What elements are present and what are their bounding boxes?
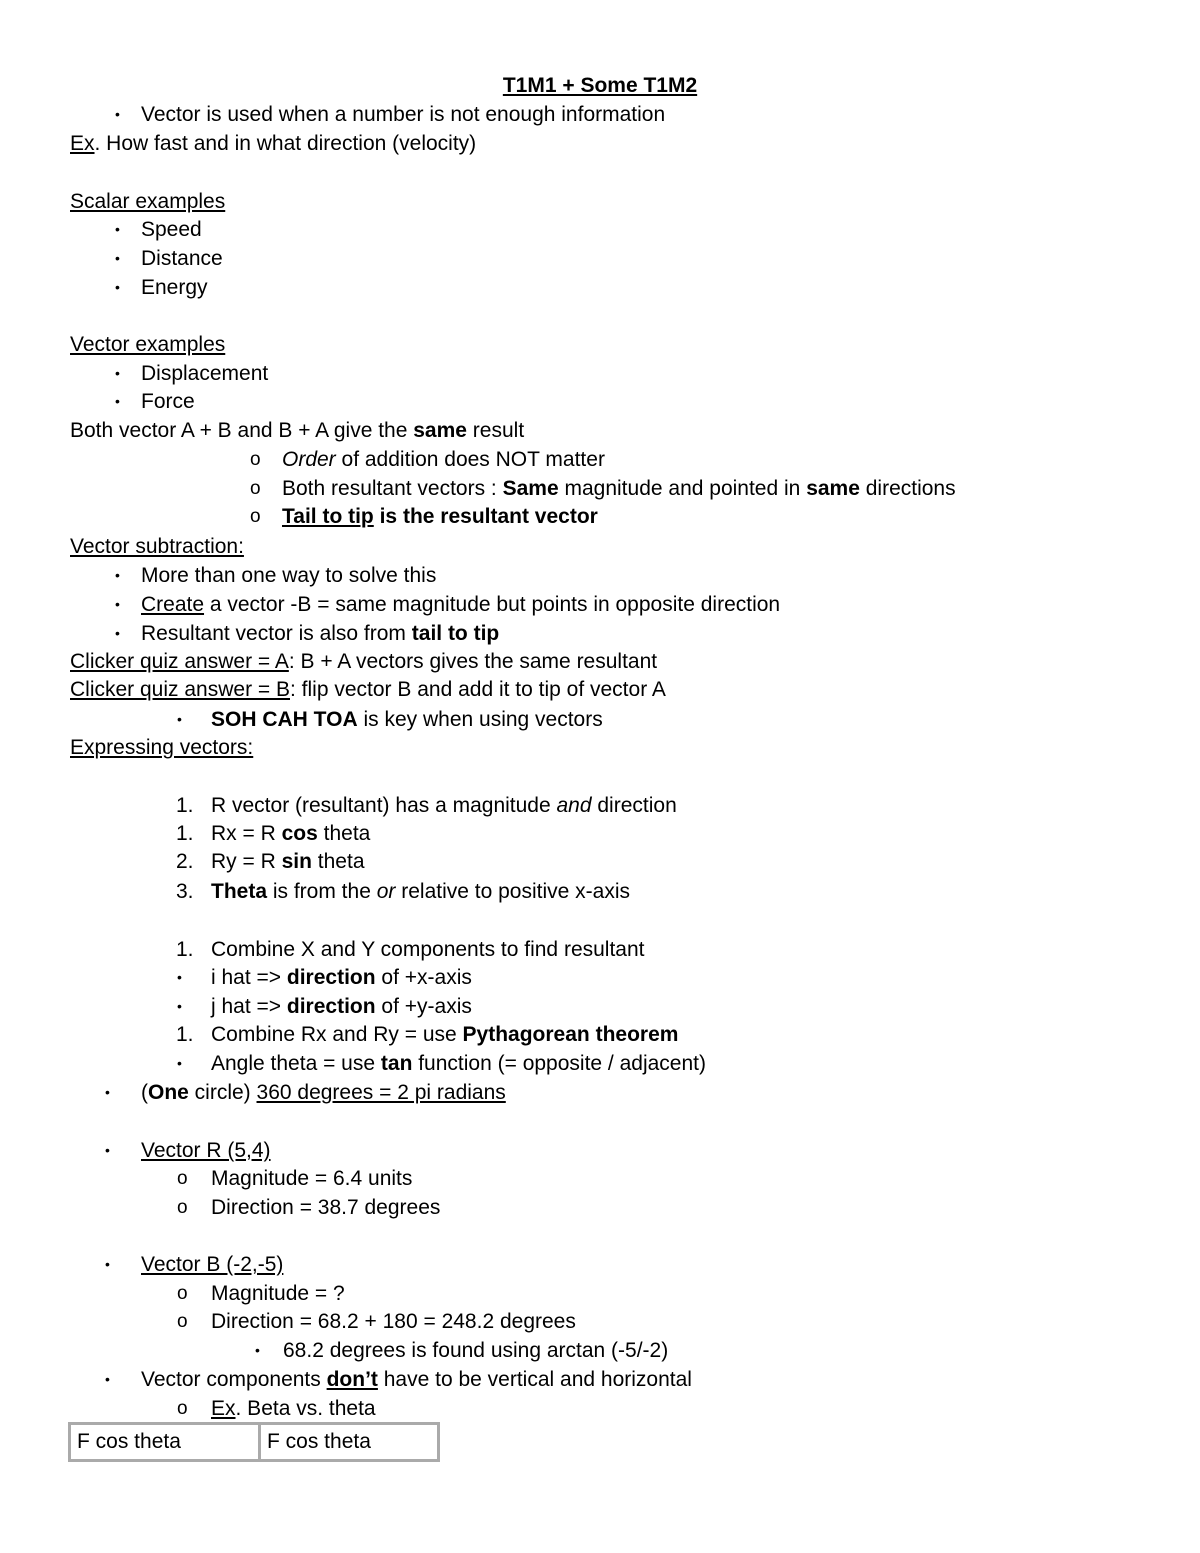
sub-list-item: o Tail to tip is the resultant vector	[250, 505, 598, 528]
list-item: • Speed	[115, 218, 202, 241]
list-item: • Force	[115, 390, 195, 413]
numbered-item: 1. Combine Rx and Ry = use Pythagorean theorem	[176, 1023, 679, 1046]
list-item: • Vector components don’t have to be vertical and horizontal	[105, 1368, 692, 1391]
list-item: • 68.2 degrees is found using arctan (-5/-2)	[255, 1339, 669, 1362]
numbered-item: 1. R vector (resultant) has a magnitude and direction	[176, 794, 677, 817]
numbered-item: 1. Combine X and Y components to find resultant	[176, 938, 645, 961]
list-item: • Resultant vector is also from tail to tip	[115, 622, 500, 645]
list-item: • SOH CAH TOA is key when using vectors	[177, 708, 603, 731]
sub-list-item: o Magnitude = 6.4 units	[177, 1167, 413, 1190]
list-item	[0, 100, 1200, 129]
list-item: • Distance	[115, 247, 223, 270]
numbered-item: 2. Ry = R sin theta	[176, 850, 365, 873]
table-row	[70, 1424, 439, 1461]
ex-text: . How fast and in what direction (velocity)	[94, 132, 477, 155]
sub-list-item: o Both resultant vectors : Same magnitude and pointed in same directions	[250, 477, 956, 500]
list-item: • Create a vector -B = same magnitude but points in opposite direction	[115, 593, 781, 616]
sub-list-item: o Magnitude = ?	[177, 1282, 345, 1305]
numbered-item: 1. Rx = R cos theta	[176, 822, 371, 845]
vector-b-label: Vector B (-2,-5)	[141, 1253, 284, 1276]
clicker-answer-b: Clicker quiz answer = B: flip vector B and add it to tip of vector A	[70, 678, 666, 701]
vector-r-label: Vector R (5,4)	[141, 1139, 271, 1162]
table-cell: F cos theta	[260, 1424, 439, 1461]
list-item: • More than one way to solve this	[115, 564, 437, 587]
sub-list-item: o Direction = 68.2 + 180 = 248.2 degrees	[177, 1310, 576, 1333]
vector-definition: Vector is used when a number is not enough information	[141, 103, 666, 126]
list-item: • Angle theta = use tan function (= opposite / adjacent)	[177, 1052, 706, 1075]
bullet-glyph: •	[115, 106, 120, 122]
table-cell: F cos theta	[70, 1424, 260, 1461]
vector-heading: Vector examples	[70, 333, 226, 356]
list-item: • i hat => direction of +x-axis	[177, 966, 472, 989]
numbered-item: 3. Theta is from the or relative to positive x-axis	[176, 880, 630, 903]
ex-label: Ex	[70, 132, 95, 155]
sub-list-item: o Direction = 38.7 degrees	[177, 1196, 441, 1219]
commutative-statement: Both vector A + B and B + A give the same result	[70, 419, 525, 442]
sub-list-item: o Ex. Beta vs. theta	[177, 1397, 376, 1420]
list-item: • Energy	[115, 276, 208, 299]
list-item: • Vector B (-2,-5)	[0, 1250, 1200, 1279]
table	[68, 1422, 440, 1462]
clicker-answer-a: Clicker quiz answer = A: B + A vectors gives the same resultant	[70, 650, 658, 673]
subtraction-heading: Vector subtraction:	[70, 535, 244, 558]
example-line	[0, 129, 1200, 158]
list-item: • Vector R (5,4)	[0, 1136, 1200, 1165]
list-item: • (One circle) 360 degrees = 2 pi radians	[105, 1081, 506, 1104]
scalar-heading: Scalar examples	[70, 190, 226, 213]
expressing-heading: Expressing vectors:	[70, 736, 254, 759]
list-item: • j hat => direction of +y-axis	[177, 995, 472, 1018]
page-title: T1M1 + Some T1M2	[502, 74, 698, 97]
sub-list-item: o Order of addition does NOT matter	[250, 448, 605, 471]
list-item: • Displacement	[115, 362, 269, 385]
